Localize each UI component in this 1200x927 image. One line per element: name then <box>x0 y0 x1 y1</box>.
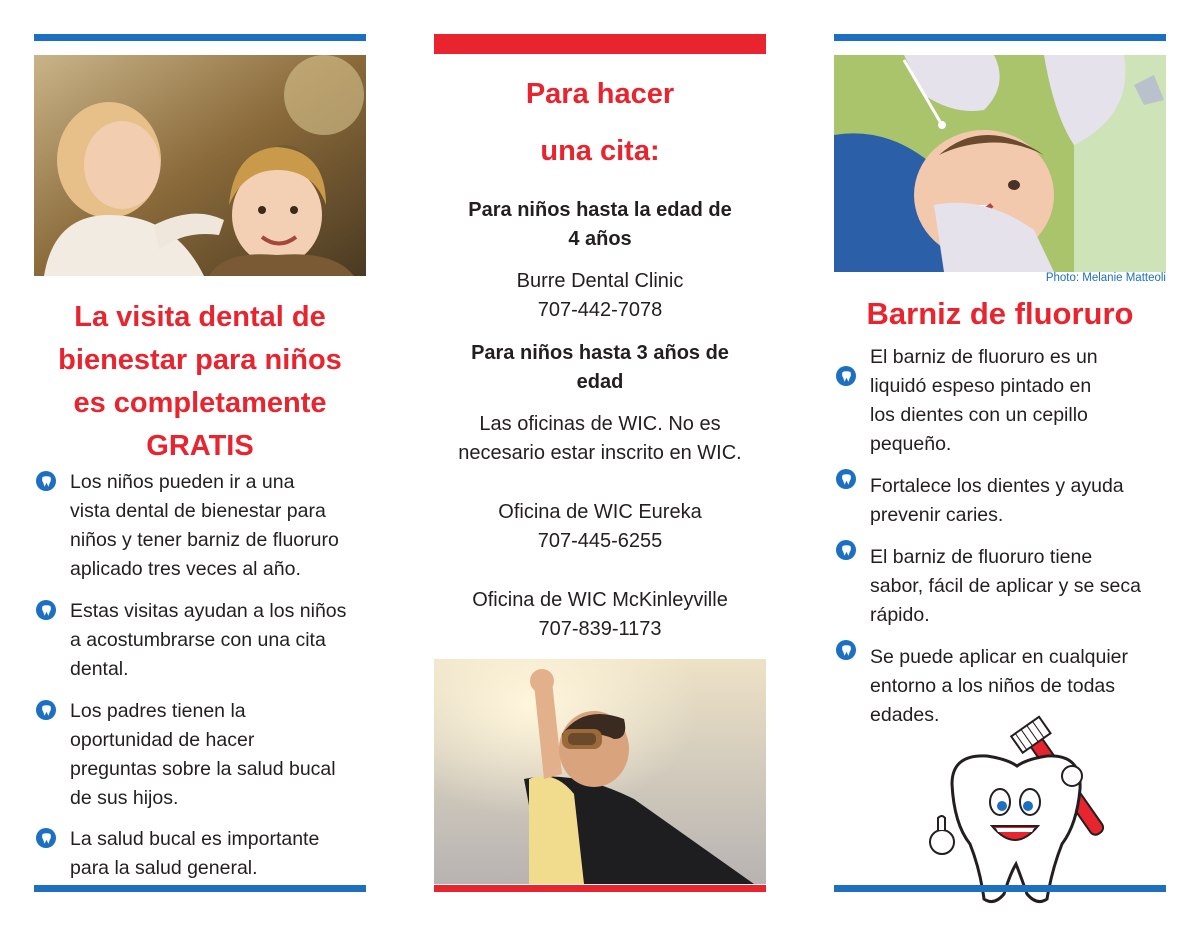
clinic-name: Burre Dental Clinic <box>516 270 684 292</box>
left-bullet-text: Los niños pueden ir a una vista dental de bienestar para niños y tener barniz de fluoruro aplicado tres veces al año. <box>70 471 339 580</box>
right-bottom-bar <box>834 885 1166 892</box>
right-bullet <box>834 472 1166 532</box>
photo-credit: Photo: Melanie Matteoli <box>1045 272 1166 284</box>
right-heading: Barniz de fluoruro <box>866 296 1134 331</box>
left-heading <box>34 296 366 468</box>
tooth-icon <box>836 540 856 560</box>
left-bottom-bar <box>34 885 366 892</box>
right-bullet-text: El barniz de fluoruro es un liquidó espeso pintado en los dientes con un cepillo pequeño. <box>870 346 1098 455</box>
left-heading-line: bienestar para niños <box>58 344 342 376</box>
tooth-icon <box>836 469 856 489</box>
wic-note <box>434 410 766 468</box>
right-bullet-text: El barniz de fluoruro tiene sabor, fácil de aplicar y se seca rápido. <box>870 546 1141 626</box>
right-bullet-text: Se puede aplicar en cualquier entorno a los niños de todas edades. <box>870 646 1129 726</box>
right-top-bar <box>834 34 1166 41</box>
wic-office-eureka <box>434 498 766 556</box>
center-title <box>434 66 766 180</box>
office-name: Oficina de WIC McKinleyville <box>472 589 728 611</box>
clinic-info <box>434 267 766 325</box>
clinic-phone: 707-442-7078 <box>537 299 663 321</box>
group1-heading-line: Para niños hasta la edad de <box>468 199 732 221</box>
left-bullet <box>34 597 366 692</box>
tooth-icon <box>36 828 56 848</box>
left-heading-line: es completamente <box>73 387 327 419</box>
left-heading-line: GRATIS <box>146 430 254 462</box>
tooth-mascot-icon <box>912 714 1122 906</box>
left-bullet-text: La salud bucal es importante para la salud general. <box>70 828 320 879</box>
group2-heading <box>434 339 766 397</box>
fluoride-application-photo <box>834 55 1166 272</box>
office-phone: 707-839-1173 <box>538 618 662 640</box>
center-title-line: una cita: <box>540 135 660 167</box>
right-bullet <box>834 543 1166 633</box>
children-photo <box>34 55 366 276</box>
wic-note-line: Las oficinas de WIC. No es <box>479 413 721 435</box>
center-bottom-bar <box>434 885 766 892</box>
group2-heading-line: edad <box>576 371 624 393</box>
center-top-bar <box>434 34 766 54</box>
left-top-bar <box>34 34 366 41</box>
office-name: Oficina de WIC Eureka <box>498 501 702 523</box>
left-bullet <box>34 825 366 885</box>
center-title-line: Para hacer <box>525 78 675 110</box>
left-bullet-text: Los padres tienen la oportunidad de hacer preguntas sobre la salud bucal de sus hijos. <box>70 700 336 809</box>
tooth-icon <box>36 700 56 720</box>
office-phone: 707-445-6255 <box>537 530 663 552</box>
wic-note-line: necesario estar inscrito en WIC. <box>458 442 742 464</box>
group1-heading <box>434 196 766 254</box>
group2-heading-line: Para niños hasta 3 años de <box>471 342 729 364</box>
tooth-icon <box>836 366 856 386</box>
tooth-icon <box>836 640 856 660</box>
wic-office-mckinleyville <box>434 586 766 644</box>
group1-heading-line: 4 años <box>568 228 632 250</box>
left-bullet <box>34 468 366 588</box>
left-bullet-text: Estas visitas ayudan a los niños a acostumbrarse con una cita dental. <box>70 600 347 680</box>
tooth-icon <box>36 600 56 620</box>
left-heading-line: La visita dental de <box>74 301 326 333</box>
left-bullet <box>34 697 366 817</box>
tooth-icon <box>36 471 56 491</box>
superhero-kid-photo <box>434 659 766 884</box>
right-bullet <box>834 343 1166 463</box>
right-bullet-text: Fortalece los dientes y ayuda prevenir caries. <box>870 475 1124 526</box>
